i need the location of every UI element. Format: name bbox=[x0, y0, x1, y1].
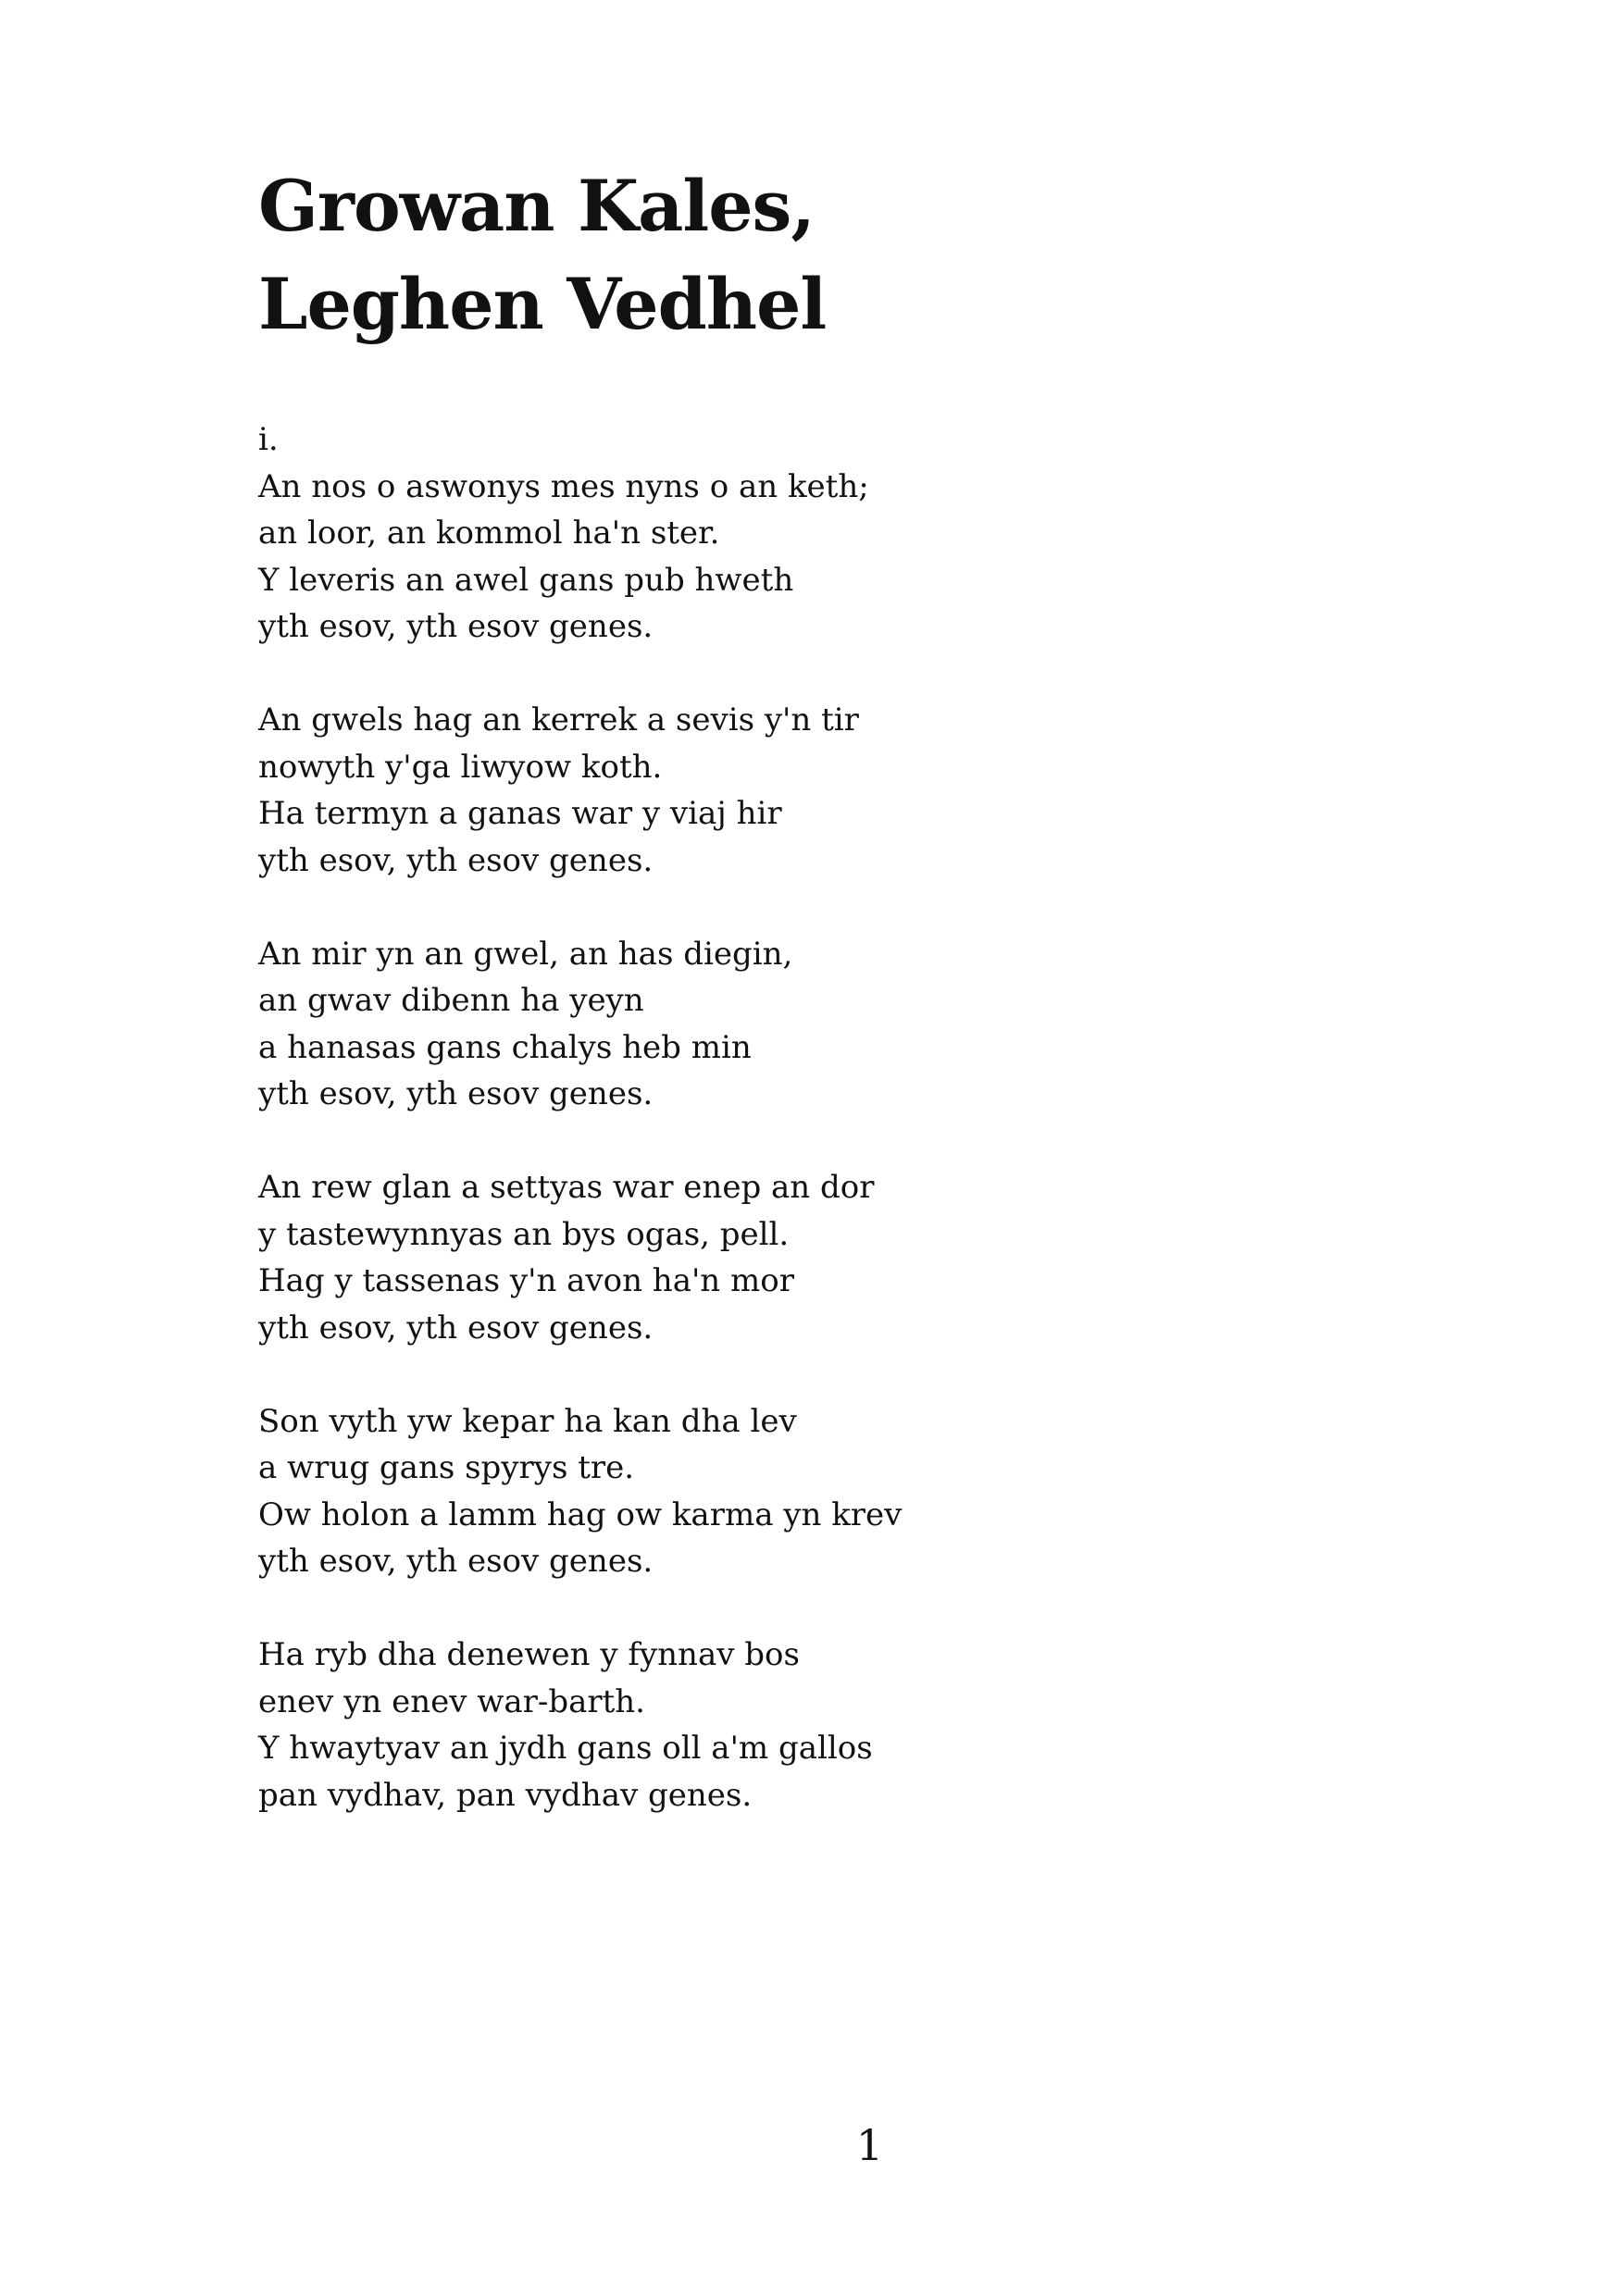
verse-line: y tastewynnyas an bys ogas, pell. bbox=[258, 1215, 790, 1253]
verse-line: Y leveris an awel gans pub hweth bbox=[258, 561, 794, 599]
verse-line: a wrug gans spyrys tre. bbox=[258, 1449, 635, 1486]
verse-line: Y hwaytyav an jydh gans oll a'm gallos bbox=[258, 1730, 873, 1767]
stanza-6 bbox=[258, 1632, 902, 1818]
stanza-5 bbox=[258, 1398, 902, 1585]
poem-title-line-2: Leghen Vedhel bbox=[258, 263, 827, 345]
verse-line: An nos o aswonys mes nyns o an keth; bbox=[258, 467, 869, 505]
verse-line: Ha ryb dha denewen y fynnav bos bbox=[258, 1636, 800, 1673]
verse-line: nowyth y'ga liwyow koth. bbox=[258, 748, 663, 786]
verse-line: An gwels hag an kerrek a sevis y'n tir bbox=[258, 701, 859, 738]
stanza-4 bbox=[258, 1164, 902, 1351]
stanza-2 bbox=[258, 697, 902, 884]
verse-line: yth esov, yth esov genes. bbox=[258, 841, 654, 879]
stanza-1 bbox=[258, 464, 902, 651]
verse-line: an gwav dibenn ha yeyn bbox=[258, 982, 644, 1019]
verse-line: Ow holon a lamm hag ow karma yn krev bbox=[258, 1496, 903, 1533]
verse-line: an loor, an kommol ha'n ster. bbox=[258, 515, 720, 552]
verse-line: An rew glan a settyas war enep an dor bbox=[258, 1169, 875, 1206]
verse-line: pan vydhav, pan vydhav genes. bbox=[258, 1776, 753, 1814]
verse-line: Ha termyn a ganas war y viaj hir bbox=[258, 795, 782, 832]
verse-line: yth esov, yth esov genes. bbox=[258, 1543, 654, 1580]
poem-title bbox=[258, 157, 826, 354]
section-number: i. bbox=[258, 421, 279, 458]
verse-line: yth esov, yth esov genes. bbox=[258, 608, 654, 645]
verse-line: yth esov, yth esov genes. bbox=[258, 1075, 654, 1112]
verse-line: yth esov, yth esov genes. bbox=[258, 1309, 654, 1347]
page-number: 1 bbox=[855, 2120, 884, 2170]
verse-line: Hag y tassenas y'n avon ha'n mor bbox=[258, 1262, 794, 1299]
verse-line: enev yn enev war-barth. bbox=[258, 1682, 645, 1720]
verse-line: a hanasas gans chalys heb min bbox=[258, 1028, 752, 1066]
verse-line: An mir yn an gwel, an has diegin, bbox=[258, 935, 793, 973]
stanza-3 bbox=[258, 931, 902, 1118]
poem-body bbox=[258, 416, 902, 1866]
verse-line: Son vyth yw kepar ha kan dha lev bbox=[258, 1402, 797, 1440]
poem-title-line-1: Growan Kales, bbox=[258, 165, 815, 247]
